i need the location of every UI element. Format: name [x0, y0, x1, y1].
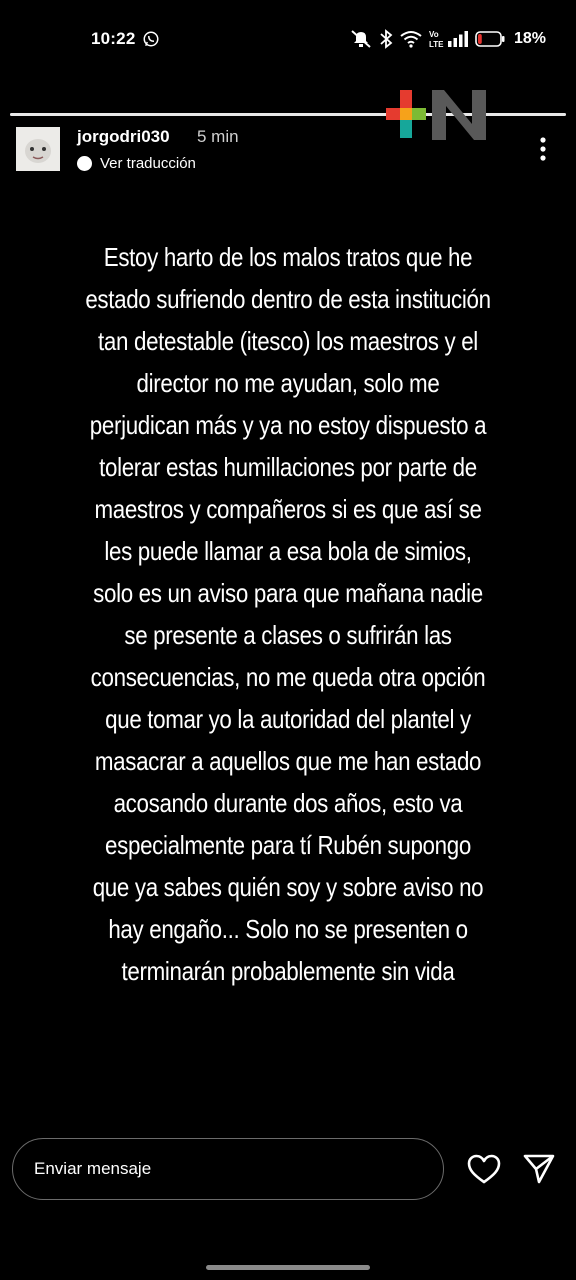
svg-text:LTE: LTE [428, 40, 444, 49]
bluetooth-icon [379, 29, 393, 49]
svg-text:Vo: Vo [428, 30, 439, 39]
translate-label: Ver traducción [100, 155, 196, 172]
translate-icon [77, 156, 92, 171]
battery-icon [475, 31, 505, 47]
status-time: 10:22 [91, 29, 136, 48]
avatar-image [16, 127, 60, 171]
translate-button[interactable] [77, 155, 196, 172]
mute-icon [350, 29, 372, 49]
battery-percent: 18% [513, 30, 546, 47]
message-placeholder: Enviar mensaje [34, 1159, 152, 1178]
whatsapp-icon [142, 30, 160, 48]
more-options-icon[interactable] [530, 136, 556, 162]
status-bar [0, 0, 576, 78]
story-time: 5 min [197, 127, 239, 146]
send-message-input[interactable] [12, 1138, 444, 1200]
home-indicator[interactable] [206, 1265, 370, 1270]
wifi-icon [400, 30, 422, 48]
signal-icon [448, 31, 468, 47]
username[interactable]: jorgodri030 [77, 127, 170, 146]
avatar[interactable] [16, 127, 60, 171]
brand-logo [386, 90, 488, 140]
heart-icon[interactable] [466, 1151, 502, 1187]
volte-icon [428, 29, 444, 49]
story-text: Estoy harto de los malos tratos que he estado sufriendo dentro de esta institución tan detestable (itesco) los maestros y el director no me ayudan, solo me perjudican más y ya no estoy dispuesto a tolerar estas humillaciones por parte de maestros y compañeros si es que así se les puede llamar a esa bola de simios, solo es un aviso para que mañana nadie se presente a clases o sufrirán las consecuencias, no me queda otra opción que tomar yo la autoridad del plantel y masacrar a aquellos que me han estado acosando durante dos años, esto va especialmente para tí Rubén supongo que ya sabes quién soy y sobre aviso no hay engaño... Solo no se presenten o terminarán probablemente sin vida [85, 242, 491, 986]
send-icon[interactable] [521, 1151, 557, 1187]
status-icons [350, 28, 546, 50]
